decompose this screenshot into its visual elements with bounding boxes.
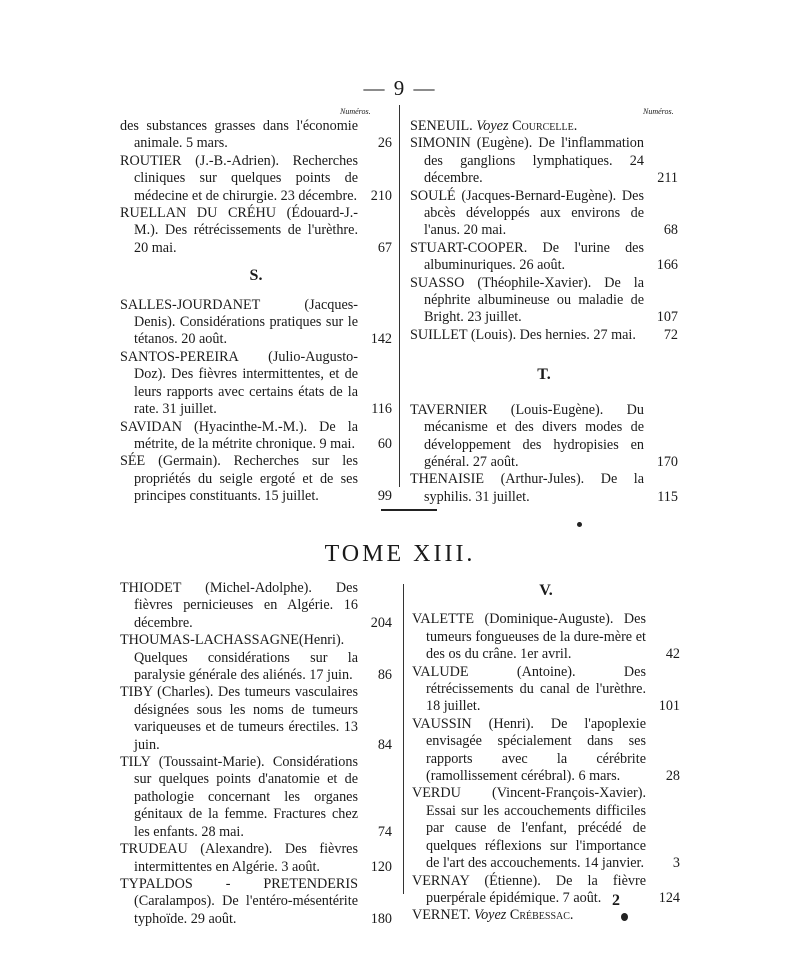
entry-text: VALETTE (Dominique-Auguste). Des tumeurs fongueuses de la dure-mère et des os du crâne. 1er avril.: [412, 611, 646, 663]
entries-v: [412, 611, 680, 907]
index-entry: [120, 349, 392, 419]
section-rule: [381, 509, 437, 511]
entry-text: TILY (Toussaint-Marie). Considérations sur quelques points d'anatomie et de pathologie concernant les organes génitaux de la femme. Fractures chez les enfants. 28 mai.: [120, 754, 358, 840]
index-entry: [410, 327, 678, 344]
entry-text: TAVERNIER (Louis-Eugène). Du mécanisme et des divers modes de développement des hydropisies en général. 27 août.: [410, 401, 644, 470]
entry-number: 99: [377, 488, 392, 505]
entry-number: 116: [371, 401, 392, 418]
ink-dot: [577, 522, 582, 527]
index-entry-seneuil: [410, 118, 678, 135]
index-entry: [410, 471, 678, 506]
entry-text: VERDU (Vincent-François-Xavier). Essai sur les accouchements difficiles par cause de l'enfant, précédé de quelques réflexions sur l'importance de l'art des accouchements. 14 janvier.: [412, 785, 646, 872]
index-entry: [120, 453, 392, 505]
index-entry: [412, 611, 680, 663]
entry-number: 28: [665, 768, 680, 785]
entry-text: TIBY (Charles). Des tumeurs vasculaires désignées sous les noms de tumeurs variqueuses et de tumeurs érectiles. 13 juin.: [120, 684, 358, 753]
entries-t-continued: [120, 580, 392, 928]
entry-text: RUELLAN DU CRÉHU (Édouard-J.-M.). Des rétrécissements de l'urèthre. 20 mai.: [120, 205, 358, 256]
entries-before-t: [410, 135, 678, 344]
entry-number: 42: [665, 646, 680, 663]
entry-text: SUILLET (Louis). Des hernies. 27 mai.: [410, 326, 636, 343]
entry-number: 166: [656, 257, 678, 274]
entry-number: 120: [370, 858, 392, 875]
entry-number: 60: [377, 435, 392, 452]
entry-text: VAUSSIN (Henri). De l'apoplexie envisagée spécialement dans ses rapports avec la cérébrite (ramollissement cérébral). 6 mars.: [412, 715, 646, 785]
letter-heading-s: S.: [249, 267, 263, 285]
ink-dot: [621, 913, 628, 921]
top-right-column: [410, 118, 678, 506]
letter-heading-t: T.: [537, 366, 551, 384]
entry-text: VERNAY (Étienne). De la fièvre puerpérale épidémique. 7 août.: [412, 872, 646, 906]
voyez-label: Voyez: [476, 118, 509, 134]
index-entry: [412, 873, 680, 908]
index-entry: [120, 118, 392, 153]
index-entry: [410, 135, 678, 187]
entry-number: 68: [663, 222, 678, 239]
entry-text: THENAISIE (Arthur-Jules). De la syphilis. 31 juillet.: [410, 471, 644, 505]
tome-heading: TOME XIII.: [324, 541, 476, 567]
index-entry: [120, 876, 392, 928]
entry-name: VERNET.: [412, 907, 471, 924]
column-divider-bottom: [403, 584, 404, 894]
entry-number: 115: [657, 488, 678, 505]
index-entry: [412, 664, 680, 716]
page-number: — 9 —: [363, 76, 437, 100]
index-entry-vernet: [412, 907, 680, 924]
entry-number: 204: [370, 614, 392, 631]
entry-text: THIODET (Michel-Adolphe). Des fièvres pernicieuses en Algérie. 16 décembre.: [120, 580, 358, 631]
bottom-left-column: [120, 580, 392, 928]
numeros-header-left: Numéros.: [340, 107, 371, 116]
numeros-header-right: Numéros.: [643, 107, 674, 116]
index-entry: [120, 205, 392, 257]
entry-text: SÉE (Germain). Recherches sur les propriétés du seigle ergoté et de ses principes constituants. 15 juillet.: [120, 453, 358, 505]
index-entry: [120, 580, 392, 632]
entry-text: des substances grasses dans l'économie animale. 5 mars.: [120, 118, 358, 152]
entries-s: [120, 297, 392, 506]
entry-number: 74: [377, 823, 392, 840]
cross-reference: Crébessac.: [509, 907, 574, 924]
entry-text: TRUDEAU (Alexandre). Des fièvres intermittentes en Algérie. 3 août.: [120, 841, 358, 875]
entry-text: SALLES-JOURDANET (Jacques-Denis). Considérations pratiques sur le tétanos. 20 août.: [120, 296, 358, 348]
voyez-label: Voyez: [474, 907, 507, 924]
index-entry: [120, 297, 392, 349]
entries-t: [410, 402, 678, 506]
entry-text: SIMONIN (Eugène). De l'inflammation des ganglions lymphatiques. 24 décembre.: [410, 135, 644, 187]
entry-number: 210: [370, 187, 392, 204]
top-left-column: [120, 118, 392, 506]
letter-heading-v: V.: [539, 582, 553, 599]
entry-text: VALUDE (Antoine). Des rétrécissements du canal de l'urèthre. 18 juillet.: [412, 663, 646, 715]
entry-number: 67: [377, 239, 392, 256]
entry-number: 84: [377, 736, 392, 753]
entry-number: 142: [370, 331, 392, 348]
signature-mark: 2: [612, 892, 620, 909]
entry-text: ROUTIER (J.-B.-Adrien). Recherches cliniques sur quelques points de médecine et de chirurgie. 23 décembre.: [120, 152, 358, 204]
index-entry: [412, 785, 680, 872]
entry-number: 72: [663, 326, 678, 343]
index-entry: [120, 841, 392, 876]
cross-reference: Courcelle.: [512, 118, 578, 134]
entry-number: 86: [377, 667, 392, 684]
index-entry: [410, 275, 678, 327]
entry-number: 3: [672, 855, 680, 872]
index-entry: [120, 684, 392, 754]
index-entry: [120, 754, 392, 841]
index-entry: [410, 188, 678, 240]
index-entry: [120, 419, 392, 454]
entry-text: SOULÉ (Jacques-Bernard-Eugène). Des abcès développés aux environs de l'anus. 20 mai.: [410, 187, 644, 239]
entry-text: SANTOS-PEREIRA (Julio-Augusto-Doz). Des fièvres intermittentes, et de leurs rapports avec certains états de la rate. 31 juillet.: [120, 348, 358, 418]
index-entry: [120, 153, 392, 205]
entry-text: SAVIDAN (Hyacinthe-M.-M.). De la métrite, de la métrite chronique. 9 mai.: [120, 418, 358, 452]
entry-number: 124: [658, 889, 680, 906]
bottom-right-column: [412, 580, 680, 925]
entry-number: 211: [657, 170, 678, 187]
entry-number: 26: [377, 135, 392, 152]
entry-number: 107: [656, 309, 678, 326]
index-entry: [410, 240, 678, 275]
entry-name: SENEUIL.: [410, 118, 473, 134]
entry-number: 180: [370, 910, 392, 927]
entry-text: TYPALDOS - PRETENDERIS (Caralampos). De l'entéro-mésentérite typhoïde. 29 août.: [120, 875, 358, 927]
entry-text: THOUMAS-LACHASSAGNE(Henri). Quelques considérations sur la paralysie générale des aliénés. 17 juin.: [120, 632, 358, 684]
entry-number: 170: [656, 453, 678, 470]
index-entry: [410, 402, 678, 472]
entries-before-s: [120, 118, 392, 257]
entry-text: STUART-COOPER. De l'urine des albuminuriques. 26 août.: [410, 239, 644, 274]
entry-text: SUASSO (Théophile-Xavier). De la néphrite albumineuse ou maladie de Bright. 23 juillet.: [410, 274, 644, 326]
index-entry: [412, 716, 680, 786]
entry-number: 101: [658, 698, 680, 715]
column-divider-top: [399, 105, 400, 487]
index-entry: [120, 632, 392, 684]
